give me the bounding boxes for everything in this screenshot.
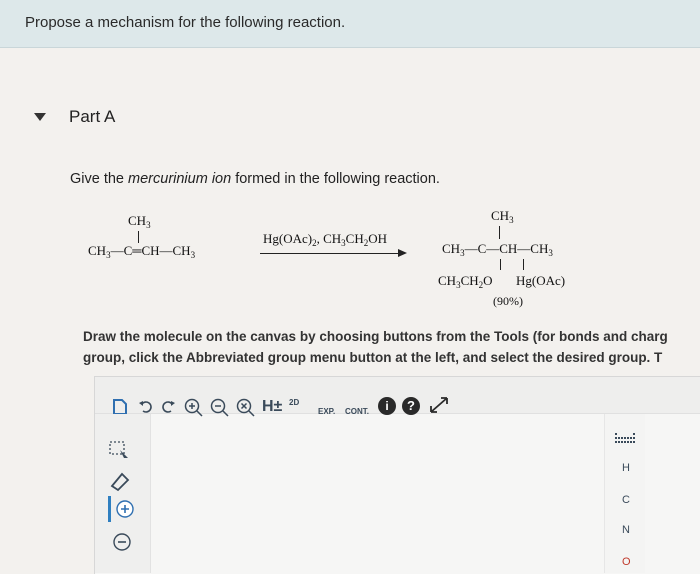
banner-text: Propose a mechanism for the following reaction. bbox=[25, 14, 346, 31]
periodic-table-icon[interactable] bbox=[614, 432, 636, 451]
help-icon: ? bbox=[402, 397, 420, 415]
product-bond-to-hg bbox=[523, 259, 524, 270]
drawing-instructions: Draw the molecule on the canvas by choosing buttons from the Tools (for bonds and charg group, click the Abbreviated group menu button at the left, and select the desired group. T bbox=[83, 329, 668, 365]
element-n-button[interactable]: N bbox=[622, 524, 630, 536]
contract-button[interactable]: CONT. bbox=[345, 407, 369, 416]
negative-charge-button[interactable] bbox=[112, 532, 132, 557]
fullscreen-icon[interactable] bbox=[428, 395, 450, 421]
element-o-button[interactable]: O bbox=[622, 556, 631, 568]
question-text: Give the mercurinium ion formed in the following reaction. bbox=[70, 171, 440, 187]
element-h-button[interactable]: H bbox=[622, 462, 630, 474]
redo-icon[interactable] bbox=[160, 398, 176, 420]
arrow-shaft bbox=[260, 253, 400, 254]
info-button[interactable] bbox=[378, 396, 396, 416]
zoom-in-icon[interactable] bbox=[184, 398, 204, 424]
arrow-head-icon bbox=[398, 249, 407, 257]
help-button[interactable] bbox=[402, 396, 420, 416]
2d-button[interactable]: 2D bbox=[289, 398, 300, 407]
expand-button[interactable]: EXP. bbox=[318, 407, 336, 416]
part-title[interactable]: Part A bbox=[69, 107, 116, 126]
question-emphasis: mercurinium ion bbox=[128, 171, 232, 187]
collapse-caret-icon[interactable] bbox=[34, 113, 46, 121]
positive-charge-button[interactable] bbox=[108, 496, 133, 522]
product-yield: (90%) bbox=[493, 294, 523, 308]
reactant-vertical-bond bbox=[138, 231, 139, 243]
eraser-icon[interactable] bbox=[108, 470, 132, 497]
product-main-chain: $CH_3—C—CH—CH_3$ bbox=[442, 241, 553, 258]
reagent-text: $Hg(OAc)_2$, $CH_3CH_2OH$ bbox=[263, 231, 387, 248]
question-banner bbox=[0, 0, 700, 48]
info-icon: i bbox=[378, 397, 396, 415]
product-vertical-bond-top bbox=[499, 226, 500, 239]
lasso-select-icon[interactable] bbox=[108, 440, 130, 465]
reactant-top-group: $CH_3$ bbox=[128, 213, 151, 230]
element-c-button[interactable]: C bbox=[622, 494, 630, 506]
clear-zoom-icon[interactable] bbox=[236, 398, 256, 424]
product-bond-to-oet bbox=[500, 259, 501, 270]
product-ethoxy-group: $CH_3CH_2O$ bbox=[438, 273, 493, 290]
reactant-main-chain: $CH_3—C═CH—CH_3$ bbox=[88, 243, 196, 260]
h-plus-button[interactable]: H± bbox=[262, 398, 283, 415]
product-mercury-group: Hg(OAc) bbox=[516, 273, 566, 288]
zoom-out-icon[interactable] bbox=[210, 398, 230, 424]
product-top-group: $CH_3$ bbox=[491, 208, 514, 225]
